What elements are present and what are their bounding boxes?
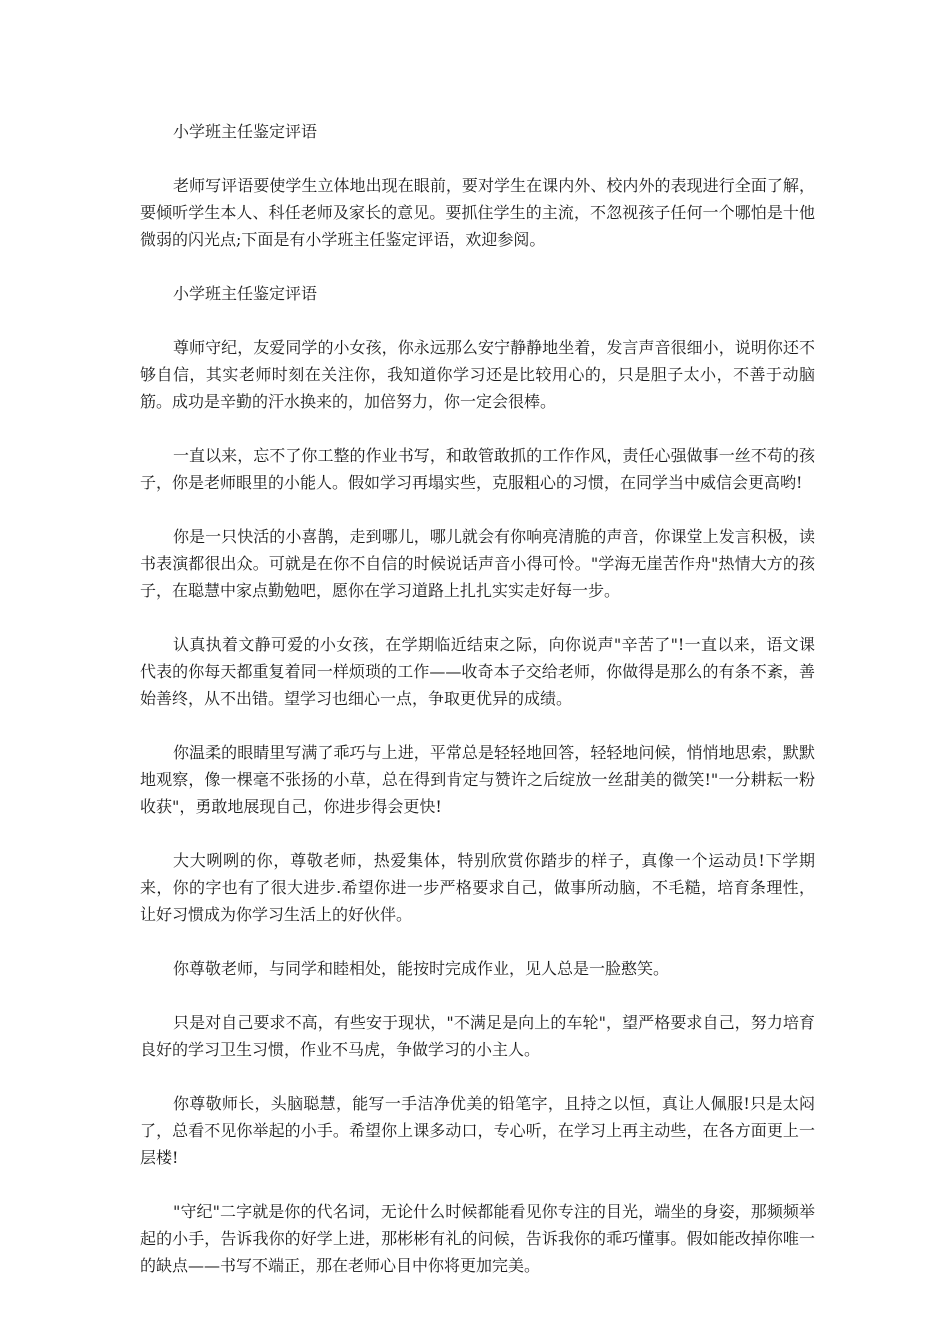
comment-paragraph: 你尊敬老师，与同学和睦相处，能按时完成作业，见人总是一脸憨笑。 [173, 959, 670, 978]
comment-paragraph: 只是对自己要求不高，有些安于现状，"不满足是向上的车轮"，望严格要求自己，努力培育良好的学习卫生习惯，作业不马虎，争做学习的小主人。 [140, 1013, 815, 1059]
intro-paragraph: 老师写评语要使学生立体地出现在眼前，要对学生在课内外、校内外的表现进行全面了解，要倾听学生本人、科任老师及家长的意见。要抓住学生的主流，不忽视孩子任何一个哪怕是十他微弱的闪光点;下面是有小学班主任鉴定评语，欢迎参阅。 [140, 176, 815, 249]
section-title: 小学班主任鉴定评语 [173, 284, 318, 303]
comment-paragraph: "守纪"二字就是你的代名词，无论什么时候都能看见你专注的目光，端坐的身姿，那频频举起的小手，告诉我你的好学上进，那彬彬有礼的问候，告诉我你的乖巧懂事。假如能改掉你唯一的缺点——书写不端正，那在老师心目中你将更加完美。 [140, 1202, 815, 1275]
comment-paragraph: 你是一只快活的小喜鹊，走到哪儿，哪儿就会有你响亮清脆的声音，你课堂上发言积极，读书表演都很出众。可就是在你不自信的时候说话声音小得可怜。"学海无崖苦作舟"热情大方的孩子，在聪慧中家点勤勉吧，愿你在学习道路上扎扎实实走好每一步。 [140, 527, 815, 600]
comment-paragraph: 认真执着文静可爱的小女孩，在学期临近结束之际，向你说声"辛苦了"!一直以来，语文课代表的你每天都重复着同一样烦琐的工作——收奇本子交给老师，你做得是那么的有条不紊，善始善终，从不出错。望学习也细心一点，争取更优异的成绩。 [140, 635, 815, 708]
comment-paragraph: 尊师守纪，友爱同学的小女孩，你永远那么安宁静静地坐着，发言声音很细小，说明你还不够自信，其实老师时刻在关注你，我知道你学习还是比较用心的，只是胆子太小，不善于动脑筋。成功是辛勤的汗水换来的，加倍努力，你一定会很棒。 [140, 338, 815, 411]
comment-paragraph: 你温柔的眼睛里写满了乖巧与上进，平常总是轻轻地回答，轻轻地问候，悄悄地思索，默默地观察，像一棵毫不张扬的小草，总在得到肯定与赞许之后绽放一丝甜美的微笑!"一分耕耘一粉收获"，勇敢地展现自己，你进步得会更快! [140, 743, 815, 816]
comment-paragraph: 大大咧咧的你，尊敬老师，热爱集体，特别欣赏你踏步的样子，真像一个运动员!下学期来，你的字也有了很大进步.希望你进一步严格要求自己，做事所动脑，不毛糙，培育条理性，让好习惯成为你学习生活上的好伙伴。 [140, 851, 815, 924]
document-body [140, 118, 815, 1306]
document-title: 小学班主任鉴定评语 [173, 122, 318, 141]
comment-paragraph: 一直以来，忘不了你工整的作业书写，和敢管敢抓的工作作风，责任心强做事一丝不苟的孩子，你是老师眼里的小能人。假如学习再塌实些，克服粗心的习惯，在同学当中威信会更高哟! [140, 446, 815, 492]
comment-paragraph: 你尊敬师长，头脑聪慧，能写一手洁净优美的铅笔字，且持之以恒，真让人佩服!只是太闷了，总看不见你举起的小手。希望你上课多动口，专心听，在学习上再主动些，在各方面更上一层楼! [140, 1094, 815, 1167]
